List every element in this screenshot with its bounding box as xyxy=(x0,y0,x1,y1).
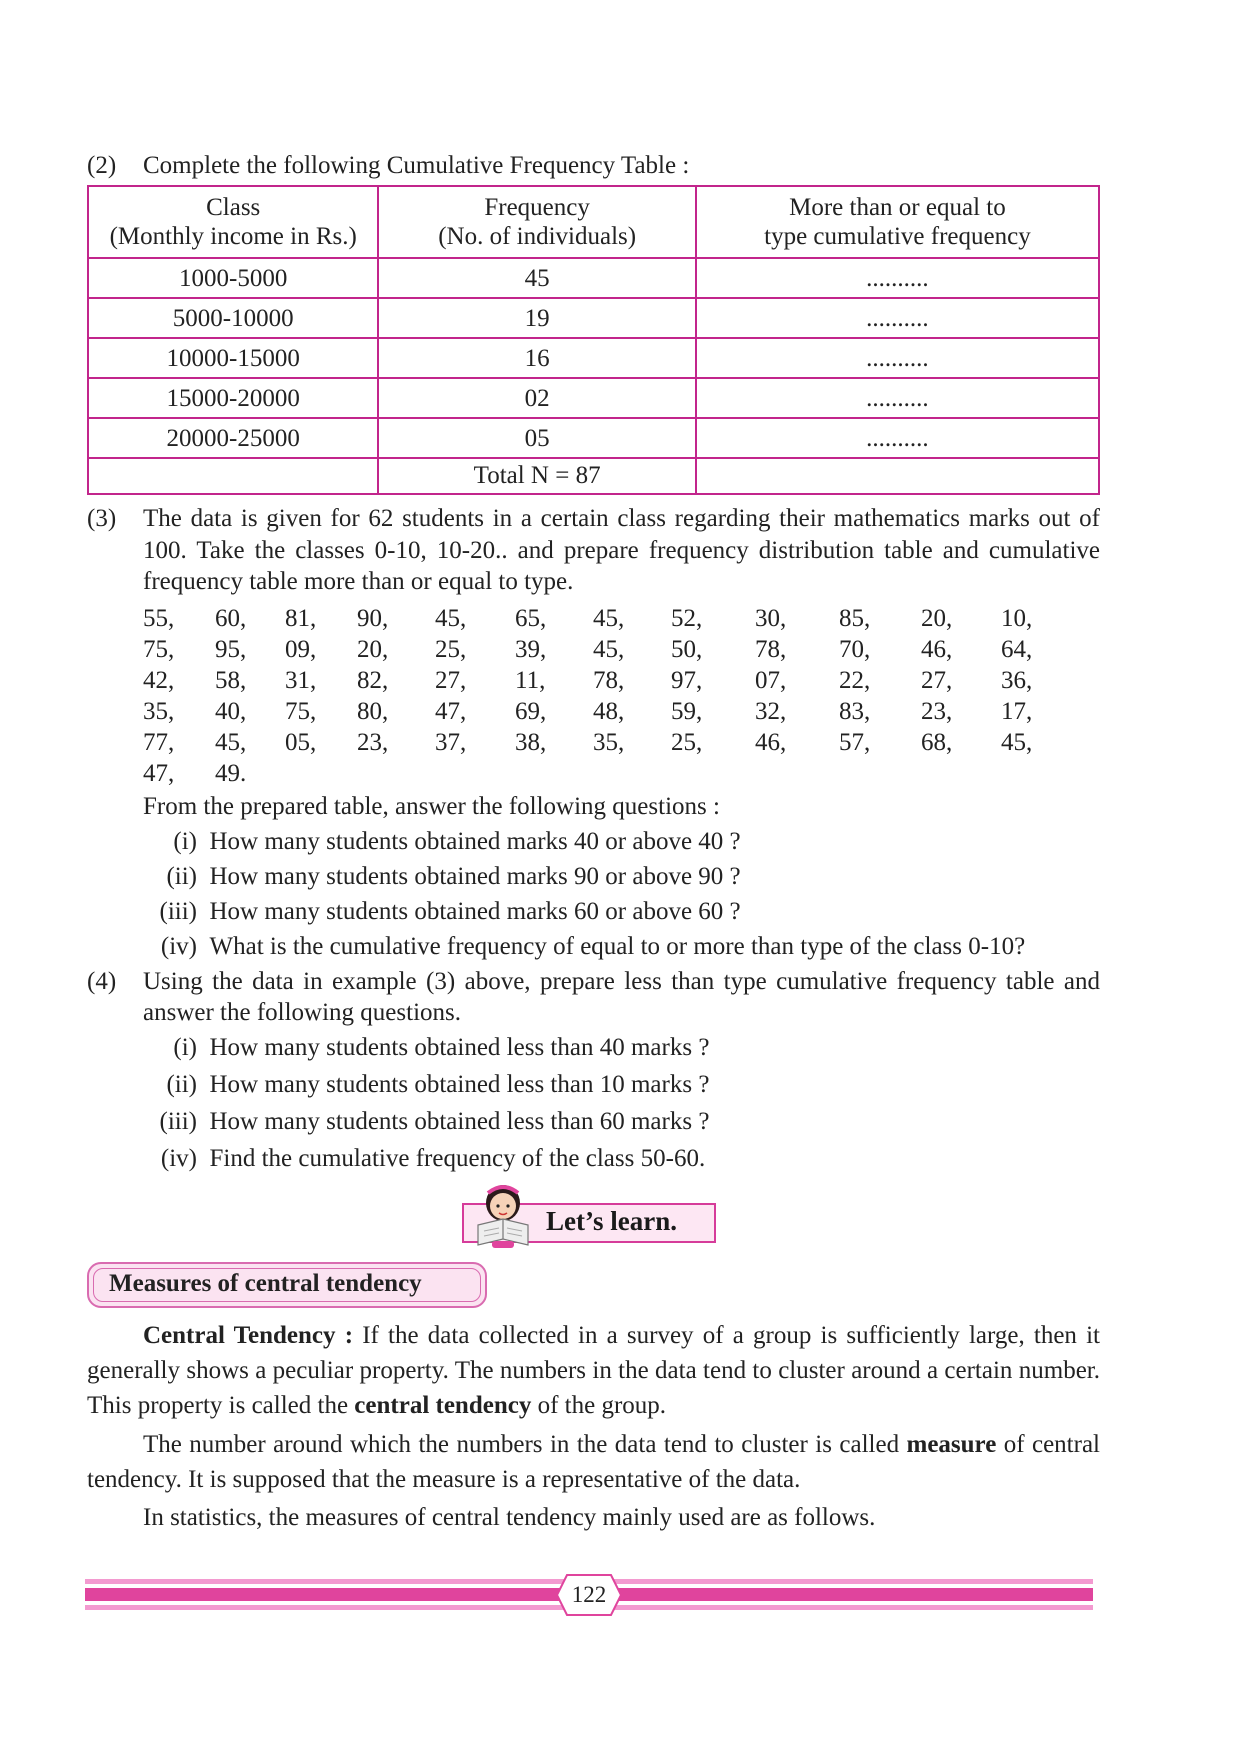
mark-value: 45, xyxy=(215,729,247,756)
mark-value: 45, xyxy=(593,636,625,663)
mark-value: 46, xyxy=(755,729,787,756)
mark-value: 37, xyxy=(435,729,467,756)
lets-learn-label: Let’s learn. xyxy=(546,1206,677,1236)
paragraph-text: If the data collected in a survey of a group is sufficiently large, then it generally shows a peculiar property. The numbers in the data tend to cluster around a certain number. This property is called the xyxy=(87,1322,1101,1419)
marks-grid xyxy=(143,603,1100,789)
intro-text: From the prepared table, answer the following questions : xyxy=(143,793,720,820)
mark-value: 31, xyxy=(285,667,317,694)
item-text: Find the cumulative frequency of the class 50-60. xyxy=(209,1144,706,1172)
mark-value: 81, xyxy=(285,605,317,632)
table-cell: 5000-10000 xyxy=(88,298,378,338)
item-number: (iv) xyxy=(160,933,197,960)
mark-value: 57, xyxy=(839,729,871,756)
mark-value: 36, xyxy=(1001,667,1033,694)
mark-value: 52, xyxy=(671,605,703,632)
list-item xyxy=(143,894,1100,929)
mark-value: 09, xyxy=(285,636,317,663)
mark-value: 20, xyxy=(921,605,953,632)
lets-learn-banner xyxy=(462,1203,716,1241)
mark-value: 23, xyxy=(921,698,953,725)
list-item xyxy=(143,929,1100,964)
mark-value: 65, xyxy=(515,605,547,632)
mark-value: 25, xyxy=(435,636,467,663)
table-row xyxy=(88,418,1099,458)
header-cumulative xyxy=(696,186,1099,258)
mark-value: 69, xyxy=(515,698,547,725)
item-text: How many students obtained less than 60 marks ? xyxy=(209,1107,710,1135)
mark-value: 78, xyxy=(755,636,787,663)
header-line: (No. of individuals) xyxy=(438,223,637,251)
mark-value: 97, xyxy=(671,667,703,694)
item-number: (iii) xyxy=(159,1107,197,1135)
header-line: type cumulative frequency xyxy=(764,223,1031,251)
list-item xyxy=(143,824,1100,859)
table-cell xyxy=(88,458,378,494)
table-cell: .......... xyxy=(696,258,1099,298)
table-cell: 10000-15000 xyxy=(88,338,378,378)
mark-value: 83, xyxy=(839,698,871,725)
section-title: Measures of central tendency xyxy=(109,1270,422,1297)
mark-value: 95, xyxy=(215,636,247,663)
mark-value: 46, xyxy=(921,636,953,663)
list-item xyxy=(143,859,1100,894)
mark-value: 45, xyxy=(1001,729,1033,756)
list-item xyxy=(143,1066,1100,1103)
table-cell: 1000-5000 xyxy=(88,258,378,298)
table-cell: .......... xyxy=(696,378,1099,418)
mark-value: 64, xyxy=(1001,636,1033,663)
paragraph-measure xyxy=(87,1427,1100,1497)
mark-value: 47, xyxy=(143,760,175,787)
mark-value: 90, xyxy=(357,605,389,632)
item-number: (i) xyxy=(173,828,197,855)
paragraph-statistics: In statistics, the measures of central tendency mainly used are as follows. xyxy=(143,1504,876,1531)
question-4 xyxy=(87,966,1100,1029)
list-item xyxy=(143,1103,1100,1140)
mark-value: 47, xyxy=(435,698,467,725)
question-2 xyxy=(87,150,1100,181)
mark-value: 82, xyxy=(357,667,389,694)
paragraph-text: of central tendency. It is supposed that the measure is a representative of the data. xyxy=(87,1431,1100,1493)
item-text: How many students obtained less than 10 marks ? xyxy=(209,1070,710,1098)
mark-value: 50, xyxy=(671,636,703,663)
reading-girl-icon xyxy=(472,1179,534,1249)
page-number-badge xyxy=(555,1573,623,1617)
term-bold: measure xyxy=(906,1431,997,1458)
mark-value: 23, xyxy=(357,729,389,756)
mark-value: 20, xyxy=(357,636,389,663)
question-text: Using the data in example (3) above, prepare less than type cumulative frequency table and answer the following questions. xyxy=(143,968,1100,1027)
mark-value: 80, xyxy=(357,698,389,725)
mark-value: 05, xyxy=(285,729,317,756)
page-footer xyxy=(85,1575,1093,1615)
marks-row xyxy=(143,603,1100,634)
mark-value: 07, xyxy=(755,667,787,694)
item-number: (ii) xyxy=(166,863,197,890)
mark-value: 78, xyxy=(593,667,625,694)
table-cell: 05 xyxy=(378,418,695,458)
marks-row xyxy=(143,727,1100,758)
cumulative-frequency-table xyxy=(87,185,1100,495)
table-cell: 19 xyxy=(378,298,695,338)
mark-value: 49. xyxy=(215,760,247,787)
table-cell: .......... xyxy=(696,298,1099,338)
item-number: (iv) xyxy=(160,1144,197,1172)
table-cell: 15000-20000 xyxy=(88,378,378,418)
mark-value: 11, xyxy=(515,667,546,694)
section-heading-box xyxy=(87,1262,487,1308)
mark-value: 10, xyxy=(1001,605,1033,632)
question-number: (3) xyxy=(87,505,117,533)
table-cell: 02 xyxy=(378,378,695,418)
table-cell xyxy=(696,458,1099,494)
list-item xyxy=(143,1029,1100,1066)
item-number: (iii) xyxy=(159,898,197,925)
table-cell: 16 xyxy=(378,338,695,378)
header-line: Class xyxy=(206,194,261,222)
mark-value: 27, xyxy=(921,667,953,694)
paragraph-text: of the group. xyxy=(531,1392,667,1419)
mark-value: 45, xyxy=(435,605,467,632)
mark-value: 25, xyxy=(671,729,703,756)
header-frequency xyxy=(378,186,695,258)
question-number: (4) xyxy=(87,968,117,995)
question-3-subitems xyxy=(143,789,1100,964)
mark-value: 75, xyxy=(285,698,317,725)
mark-value: 22, xyxy=(839,667,871,694)
mark-value: 45, xyxy=(593,605,625,632)
question-3 xyxy=(87,503,1100,597)
item-text: What is the cumulative frequency of equal to or more than type of the class 0-10? xyxy=(209,933,1026,960)
mark-value: 85, xyxy=(839,605,871,632)
mark-value: 68, xyxy=(921,729,953,756)
item-number: (i) xyxy=(173,1033,197,1061)
table-cell: .......... xyxy=(696,338,1099,378)
mark-value: 58, xyxy=(215,667,247,694)
mark-value: 70, xyxy=(839,636,871,663)
table-cell: 20000-25000 xyxy=(88,418,378,458)
page-content xyxy=(87,150,1100,1177)
mark-value: 77, xyxy=(143,729,175,756)
table-row xyxy=(88,258,1099,298)
marks-row xyxy=(143,696,1100,727)
page-number: 122 xyxy=(571,1582,607,1607)
mark-value: 42, xyxy=(143,667,175,694)
question-text: Complete the following Cumulative Frequency Table : xyxy=(143,152,690,179)
table-total-row xyxy=(88,458,1099,494)
mark-value: 39, xyxy=(515,636,547,663)
term-bold: central tendency xyxy=(354,1392,532,1419)
item-text: How many students obtained marks 90 or above 90 ? xyxy=(209,863,741,890)
table-row xyxy=(88,338,1099,378)
list-item xyxy=(143,1140,1100,1177)
header-line: Frequency xyxy=(484,194,590,222)
header-line: More than or equal to xyxy=(789,194,1006,222)
mark-value: 30, xyxy=(755,605,787,632)
mark-value: 17, xyxy=(1001,698,1033,725)
mark-value: 32, xyxy=(755,698,787,725)
table-cell: .......... xyxy=(696,418,1099,458)
item-text: How many students obtained less than 40 marks ? xyxy=(209,1033,710,1061)
mark-value: 38, xyxy=(515,729,547,756)
header-class xyxy=(88,186,378,258)
table-row xyxy=(88,298,1099,338)
table-header-row xyxy=(88,186,1099,258)
paragraph-text: The number around which the numbers in the data tend to cluster is called xyxy=(143,1431,907,1458)
term-bold: Central Tendency : xyxy=(143,1322,354,1349)
mark-value: 75, xyxy=(143,636,175,663)
mark-value: 35, xyxy=(593,729,625,756)
question-number: (2) xyxy=(87,152,117,179)
question-4-subitems xyxy=(143,1029,1100,1177)
item-text: How many students obtained marks 40 or above 40 ? xyxy=(209,828,741,855)
mark-value: 48, xyxy=(593,698,625,725)
total-cell: Total N = 87 xyxy=(378,458,695,494)
mark-value: 27, xyxy=(435,667,467,694)
item-number: (ii) xyxy=(166,1070,197,1098)
question-text: The data is given for 62 students in a certain class regarding their mathematics marks out of 100. Take the classes 0-10, 10-20.. and prepare frequency distribution table and cumulative frequency table more than or equal to type. xyxy=(143,505,1100,595)
item-text: How many students obtained marks 60 or above 60 ? xyxy=(209,898,741,925)
marks-row xyxy=(143,634,1100,665)
mark-value: 55, xyxy=(143,605,175,632)
mark-value: 40, xyxy=(215,698,247,725)
mark-value: 35, xyxy=(143,698,175,725)
marks-row xyxy=(143,665,1100,696)
marks-row xyxy=(143,758,1100,789)
header-line: (Monthly income in Rs.) xyxy=(109,223,357,251)
mark-value: 59, xyxy=(671,698,703,725)
paragraph-central-tendency xyxy=(87,1318,1100,1423)
table-row xyxy=(88,378,1099,418)
table-cell: 45 xyxy=(378,258,695,298)
mark-value: 60, xyxy=(215,605,247,632)
